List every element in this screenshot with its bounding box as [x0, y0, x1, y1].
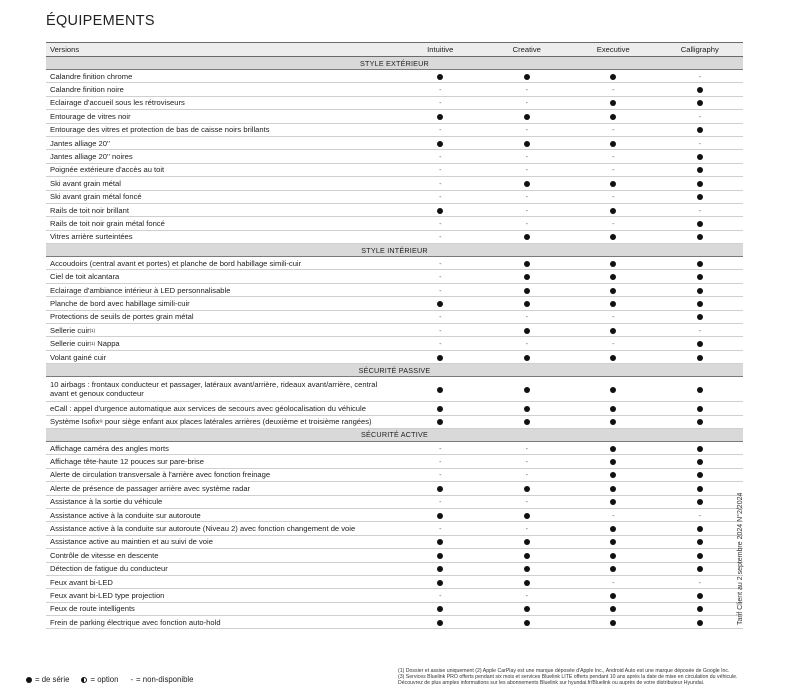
- feature-label: Sellerie cuir$^{(1)}$: [46, 324, 397, 337]
- standard-dot-icon: [570, 402, 657, 415]
- feature-label: Détection de fatigue du conducteur: [46, 562, 397, 575]
- table-row: [46, 96, 743, 109]
- version-header-executive: Executive: [570, 43, 657, 57]
- table-row: [46, 217, 743, 230]
- standard-dot-icon: [570, 562, 657, 575]
- feature-label: Ciel de toit alcantara: [46, 270, 397, 283]
- standard-dot-icon: [570, 441, 657, 454]
- standard-dot-icon: [484, 377, 571, 402]
- standard-dot-icon: [657, 495, 744, 508]
- standard-dot-icon: [657, 230, 744, 243]
- feature-label: Assistance active à la conduite sur autoroute (Niveau 2) avec fonction changement de voie: [46, 522, 397, 535]
- section-title: STYLE EXTÉRIEUR: [46, 57, 743, 70]
- unavailable-dash: -: [397, 468, 484, 481]
- feature-label: Contrôle de vitesse en descente: [46, 549, 397, 562]
- unavailable-dash: -: [570, 217, 657, 230]
- standard-dot-icon: [570, 270, 657, 283]
- standard-dot-icon: [484, 350, 571, 363]
- feature-label: Accoudoirs (central avant et portes) et planche de bord habillage simili-cuir: [46, 257, 397, 270]
- standard-dot-icon: [657, 150, 744, 163]
- standard-dot-icon: [657, 310, 744, 323]
- feature-label: Entourage des vitres et protection de bas de caisse noirs brillants: [46, 123, 397, 136]
- standard-dot-icon: [397, 616, 484, 629]
- unavailable-dash: -: [397, 96, 484, 109]
- standard-dot-icon: [657, 616, 744, 629]
- feature-label: Calandre finition noire: [46, 83, 397, 96]
- table-row: [46, 83, 743, 96]
- standard-dot-icon: [657, 337, 744, 350]
- table-row: [46, 562, 743, 575]
- section-title: SÉCURITÉ ACTIVE: [46, 428, 743, 441]
- feature-label: Feux de route intelligents: [46, 602, 397, 615]
- section-header-row: [46, 428, 743, 441]
- standard-dot-icon: [570, 203, 657, 216]
- feature-label: Assistance à la sortie du véhicule: [46, 495, 397, 508]
- feature-label: Rails de toit noir grain métal foncé: [46, 217, 397, 230]
- standard-dot-icon: [484, 402, 571, 415]
- unavailable-dash: -: [484, 83, 571, 96]
- table-row: [46, 468, 743, 481]
- standard-dot-icon: [484, 136, 571, 149]
- standard-dot-icon: [657, 270, 744, 283]
- standard-dot-icon: [570, 230, 657, 243]
- table-row: [46, 616, 743, 629]
- section-header-row: [46, 57, 743, 70]
- table-row: [46, 150, 743, 163]
- standard-dot-icon: [397, 377, 484, 402]
- unavailable-dash: -: [397, 441, 484, 454]
- section-title: SÉCURITÉ PASSIVE: [46, 364, 743, 377]
- standard-dot-icon: [657, 350, 744, 363]
- table-row: [46, 522, 743, 535]
- standard-dot-icon: [484, 283, 571, 296]
- unavailable-dash: -: [484, 589, 571, 602]
- equipment-table-body: [46, 57, 743, 629]
- standard-dot-icon: [484, 230, 571, 243]
- unavailable-dash: -: [484, 495, 571, 508]
- standard-dot-icon: [397, 508, 484, 521]
- standard-dot-icon: [484, 324, 571, 337]
- standard-dot-icon: [570, 283, 657, 296]
- footnote-line: Découvrez de plus amples informations sur les abonnements Bluelink sur hyundai.fr/Bluelink ou auprès de votre distributeur Hyundai.: [398, 680, 705, 686]
- standard-dot-icon: [484, 602, 571, 615]
- standard-dot-icon: [570, 136, 657, 149]
- feature-label: Affichage tête-haute 12 pouces sur pare-brise: [46, 455, 397, 468]
- version-header-creative: Creative: [484, 43, 571, 57]
- unavailable-dash: -: [397, 337, 484, 350]
- standard-dot-icon: [657, 535, 744, 548]
- standard-dot-icon: [657, 163, 744, 176]
- feature-label: Assistance active à la conduite sur autoroute: [46, 508, 397, 521]
- standard-dot-icon: [397, 136, 484, 149]
- standard-dot-icon: [570, 324, 657, 337]
- unavailable-dash: -: [484, 123, 571, 136]
- unavailable-dash: -: [397, 190, 484, 203]
- unavailable-dash: -: [570, 123, 657, 136]
- equipment-table: [46, 42, 743, 629]
- standard-dot-icon: [657, 257, 744, 270]
- standard-dot-icon: [397, 402, 484, 415]
- legend: [26, 675, 193, 684]
- table-row: [46, 203, 743, 216]
- unavailable-dash: -: [484, 455, 571, 468]
- standard-dot-icon: [397, 602, 484, 615]
- unavailable-dash: -: [484, 441, 571, 454]
- feature-label: Protections de seuils de portes grain métal: [46, 310, 397, 323]
- table-row: [46, 283, 743, 296]
- unavailable-dash: -: [397, 217, 484, 230]
- standard-dot-icon: [657, 602, 744, 615]
- standard-dot-icon: [484, 270, 571, 283]
- unavailable-dash: -: [397, 324, 484, 337]
- standard-dot-icon: [657, 217, 744, 230]
- standard-dot-icon: [570, 415, 657, 428]
- unavailable-dash: -: [657, 70, 744, 83]
- unavailable-dash: -: [657, 110, 744, 123]
- standard-dot-icon: [657, 190, 744, 203]
- unavailable-dash: -: [484, 203, 571, 216]
- standard-dot-icon: [570, 297, 657, 310]
- standard-dot-icon: [484, 177, 571, 190]
- unavailable-dash: -: [657, 136, 744, 149]
- page-title: ÉQUIPEMENTS: [46, 13, 155, 29]
- standard-dot-icon: [570, 482, 657, 495]
- standard-dot-icon: [397, 575, 484, 588]
- feature-label: Vitres arrière surteintées: [46, 230, 397, 243]
- unavailable-dash: -: [484, 522, 571, 535]
- option-half-circle-icon: [81, 677, 87, 683]
- standard-dot-icon: [657, 283, 744, 296]
- unavailable-dash: -: [484, 468, 571, 481]
- standard-dot-icon: [570, 350, 657, 363]
- feature-label: Volant gainé cuir: [46, 350, 397, 363]
- unavailable-dash: -: [570, 337, 657, 350]
- table-row: [46, 190, 743, 203]
- unavailable-dash: -: [484, 337, 571, 350]
- standard-dot-icon: [484, 257, 571, 270]
- feature-label: Poignée extérieure d'accès au toit: [46, 163, 397, 176]
- table-row: [46, 310, 743, 323]
- standard-dot-icon: [484, 110, 571, 123]
- feature-label: Eclairage d'ambiance intérieur à LED personnalisable: [46, 283, 397, 296]
- table-row: [46, 495, 743, 508]
- standard-dot-icon: [657, 377, 744, 402]
- standard-dot-icon: [570, 377, 657, 402]
- table-row: [46, 123, 743, 136]
- unavailable-dash: -: [397, 177, 484, 190]
- standard-dot-icon: [484, 562, 571, 575]
- feature-label: Sellerie cuir$^{(1)}$ Nappa: [46, 337, 397, 350]
- standard-dot-icon: [484, 415, 571, 428]
- standard-dot-icon: [397, 297, 484, 310]
- footnote-line: (1) Dossier et assise uniquement (2) Apple CarPlay est une marque déposée d'Apple Inc., Android Auto est une marque déposée de Google Inc.: [398, 668, 730, 674]
- table-header-row: [46, 43, 743, 57]
- feature-label: Rails de toit noir brillant: [46, 203, 397, 216]
- version-header-intuitive: Intuitive: [397, 43, 484, 57]
- standard-dot-icon: [397, 415, 484, 428]
- unavailable-dash: -: [397, 455, 484, 468]
- standard-dot-icon: [484, 508, 571, 521]
- standard-dot-icon: [570, 616, 657, 629]
- unavailable-dash: -: [397, 310, 484, 323]
- standard-dot-icon: [657, 468, 744, 481]
- table-row: [46, 549, 743, 562]
- standard-dot-icon: [570, 70, 657, 83]
- unavailable-dash: -: [570, 150, 657, 163]
- feature-label: Jantes alliage 20'' noires: [46, 150, 397, 163]
- table-row: [46, 70, 743, 83]
- standard-dot-icon: [397, 482, 484, 495]
- unavailable-dash: -: [397, 123, 484, 136]
- standard-dot-icon: [657, 83, 744, 96]
- unavailable-dash: -: [397, 589, 484, 602]
- unavailable-dash: -: [657, 324, 744, 337]
- feature-label: Eclairage d'accueil sous les rétroviseurs: [46, 96, 397, 109]
- feature-label: Affichage caméra des angles morts: [46, 441, 397, 454]
- standard-dot-icon: [397, 549, 484, 562]
- unavailable-dash: -: [484, 163, 571, 176]
- standard-dot-icon: [484, 549, 571, 562]
- feature-label: Entourage de vitres noir: [46, 110, 397, 123]
- standard-dot-icon: [657, 522, 744, 535]
- unavailable-dash: -: [397, 522, 484, 535]
- feature-label: Feux avant bi-LED: [46, 575, 397, 588]
- standard-dot-icon: [657, 589, 744, 602]
- table-row: [46, 163, 743, 176]
- standard-dot-icon: [570, 257, 657, 270]
- unavailable-dash: -: [484, 310, 571, 323]
- feature-label: Calandre finition chrome: [46, 70, 397, 83]
- table-row: [46, 257, 743, 270]
- standard-dot-icon: [570, 468, 657, 481]
- standard-dot-icon: [26, 677, 32, 683]
- unavailable-dash: -: [484, 150, 571, 163]
- table-row: [46, 337, 743, 350]
- unavailable-dash: -: [397, 270, 484, 283]
- table-row: [46, 350, 743, 363]
- feature-label: Système Isofix® pour siège enfant aux places latérales arrières (deuxième et troisième rangées): [46, 415, 397, 428]
- standard-dot-icon: [570, 455, 657, 468]
- section-header-row: [46, 244, 743, 257]
- standard-dot-icon: [570, 522, 657, 535]
- standard-dot-icon: [397, 70, 484, 83]
- table-row: [46, 508, 743, 521]
- unavailable-dash: -: [397, 257, 484, 270]
- version-header-calligraphy: Calligraphy: [657, 43, 744, 57]
- table-row: [46, 377, 743, 402]
- unavailable-dash: -: [397, 150, 484, 163]
- feature-label: Jantes alliage 20'': [46, 136, 397, 149]
- table-row: [46, 415, 743, 428]
- standard-dot-icon: [570, 110, 657, 123]
- standard-dot-icon: [657, 415, 744, 428]
- standard-dot-icon: [397, 110, 484, 123]
- standard-dot-icon: [657, 96, 744, 109]
- feature-label: Ski avant grain métal foncé: [46, 190, 397, 203]
- section-header-row: [46, 364, 743, 377]
- unavailable-dash: -: [570, 163, 657, 176]
- standard-dot-icon: [397, 535, 484, 548]
- standard-dot-icon: [657, 123, 744, 136]
- table-row: [46, 602, 743, 615]
- standard-dot-icon: [570, 549, 657, 562]
- unavailable-dash: -: [657, 508, 744, 521]
- standard-dot-icon: [657, 177, 744, 190]
- standard-dot-icon: [484, 482, 571, 495]
- table-row: [46, 575, 743, 588]
- table-row: [46, 402, 743, 415]
- unavailable-dash: -: [570, 83, 657, 96]
- table-row: [46, 455, 743, 468]
- legend-option: = option: [90, 675, 119, 684]
- tariff-side-note: Tarif Client au 2 septembre 2024 N°2/2024: [737, 492, 744, 625]
- feature-label: Ski avant grain métal: [46, 177, 397, 190]
- table-row: [46, 589, 743, 602]
- unavailable-dash: -: [484, 190, 571, 203]
- table-row: [46, 324, 743, 337]
- table-row: [46, 441, 743, 454]
- standard-dot-icon: [570, 602, 657, 615]
- standard-dot-icon: [484, 297, 571, 310]
- section-title: STYLE INTÉRIEUR: [46, 244, 743, 257]
- unavailable-dash: -: [570, 190, 657, 203]
- standard-dot-icon: [657, 455, 744, 468]
- unavailable-dash: -: [397, 283, 484, 296]
- legend-unavailable: = non-disponible: [136, 675, 194, 684]
- standard-dot-icon: [657, 562, 744, 575]
- unavailable-dash: -: [397, 163, 484, 176]
- feature-label: Feux avant bi-LED type projection: [46, 589, 397, 602]
- feature-label: Assistance active au maintien et au suivi de voie: [46, 535, 397, 548]
- standard-dot-icon: [570, 96, 657, 109]
- table-row: [46, 230, 743, 243]
- versions-header: Versions: [46, 43, 397, 57]
- unavailable-dash: -: [570, 575, 657, 588]
- standard-dot-icon: [397, 562, 484, 575]
- table-row: [46, 136, 743, 149]
- standard-dot-icon: [484, 535, 571, 548]
- unavailable-dash: -: [570, 508, 657, 521]
- standard-dot-icon: [657, 441, 744, 454]
- table-row: [46, 177, 743, 190]
- standard-dot-icon: [397, 350, 484, 363]
- standard-dot-icon: [657, 549, 744, 562]
- standard-dot-icon: [657, 297, 744, 310]
- unavailable-dash: -: [397, 495, 484, 508]
- table-row: [46, 270, 743, 283]
- table-row: [46, 535, 743, 548]
- standard-dot-icon: [570, 177, 657, 190]
- standard-dot-icon: [484, 616, 571, 629]
- feature-label: Alerte de présence de passager arrière avec système radar: [46, 482, 397, 495]
- legend-standard: = de série: [35, 675, 70, 684]
- standard-dot-icon: [657, 482, 744, 495]
- feature-label: Planche de bord avec habillage simili-cuir: [46, 297, 397, 310]
- standard-dot-icon: [570, 589, 657, 602]
- unavailable-dash: -: [657, 203, 744, 216]
- footnotes: [398, 668, 778, 686]
- unavailable-dash-icon: -: [130, 675, 134, 684]
- table-row: [46, 297, 743, 310]
- unavailable-dash: -: [657, 575, 744, 588]
- table-row: [46, 110, 743, 123]
- unavailable-dash: -: [484, 96, 571, 109]
- standard-dot-icon: [484, 575, 571, 588]
- standard-dot-icon: [484, 70, 571, 83]
- unavailable-dash: -: [397, 230, 484, 243]
- unavailable-dash: -: [570, 310, 657, 323]
- standard-dot-icon: [570, 495, 657, 508]
- table-row: [46, 482, 743, 495]
- feature-label: Alerte de circulation transversale à l'arrière avec fonction freinage: [46, 468, 397, 481]
- unavailable-dash: -: [397, 83, 484, 96]
- feature-label: 10 airbags : frontaux conducteur et passager, latéraux avant/arrière, rideaux avant/arrière, central avant et genoux conducteur: [46, 377, 397, 402]
- standard-dot-icon: [397, 203, 484, 216]
- feature-label: eCall : appel d'urgence automatique aux services de secours avec géolocalisation du véhicule: [46, 402, 397, 415]
- footnote-line: (3) Services Bluelink PRO offerts pendant six mois et services Bluelink LITE offerts pendant 10 ans après la date de mise en circulation du véhicule.: [398, 674, 738, 680]
- unavailable-dash: -: [484, 217, 571, 230]
- standard-dot-icon: [657, 402, 744, 415]
- feature-label: Frein de parking électrique avec fonction auto-hold: [46, 616, 397, 629]
- standard-dot-icon: [570, 535, 657, 548]
